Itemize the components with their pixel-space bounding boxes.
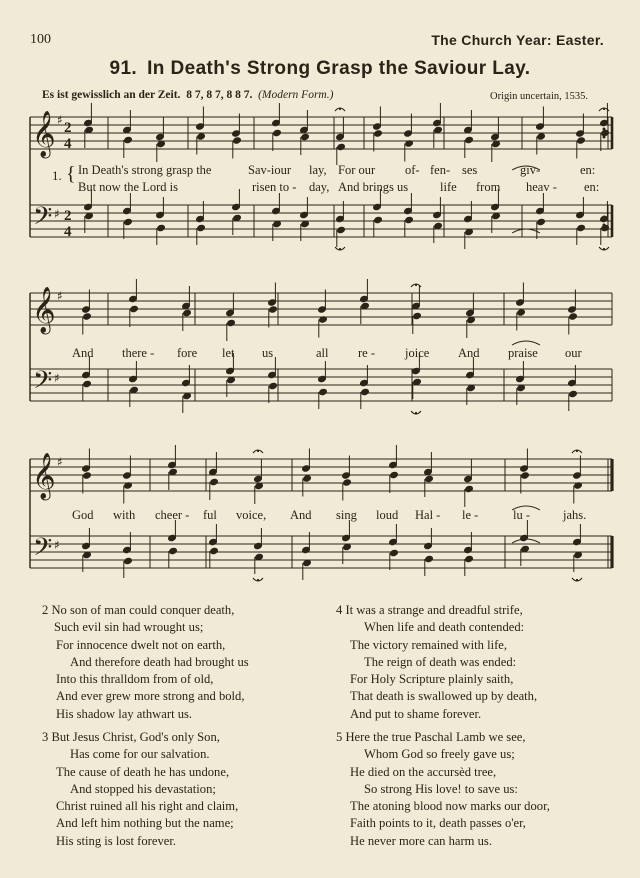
lyric-syllable: giv-: [520, 163, 541, 177]
note-head: [577, 137, 586, 144]
stanza-line: He never more can harm us.: [350, 833, 492, 848]
note-head: [157, 224, 166, 231]
meter: 8 7, 8 7, 8 8 7.: [186, 89, 253, 101]
note-head: [269, 306, 278, 313]
note-head: [130, 305, 139, 312]
lyric-syllable: Hal -: [415, 508, 441, 522]
lyric-syllable: our: [565, 346, 582, 360]
treble-clef: 𝄞: [32, 287, 56, 333]
lyric-syllable: life: [440, 180, 457, 194]
note-head: [301, 133, 310, 140]
note-head: [303, 475, 312, 482]
stanza-line: When life and death contended:: [364, 620, 525, 635]
lyric-syllable: of-: [405, 163, 420, 177]
lyric-syllable: with: [113, 508, 136, 522]
note-head: [337, 226, 346, 233]
fermata-dot: [339, 248, 341, 250]
tune-origin: Origin uncertain, 1535.: [490, 91, 588, 102]
stanza-5: [336, 729, 626, 850]
stanza-number: 5: [336, 730, 343, 744]
stanza-line: He died on the accursèd tree,: [350, 764, 497, 779]
stanza-text: No son of man could conquer death,: [51, 603, 235, 617]
note-head: [425, 475, 434, 482]
fermata-dot: [603, 108, 605, 110]
stanza-4: [336, 602, 626, 723]
tune-note: (Modern Form.): [258, 89, 334, 101]
note-head: [405, 216, 414, 223]
stanza-line: Into this thralldom from of old,: [56, 672, 214, 687]
stanza-number: 2: [42, 603, 49, 617]
note-head: [83, 380, 92, 387]
lyric-syllable: ful: [203, 508, 217, 522]
slur: [512, 229, 540, 233]
stanza-line: [336, 729, 626, 746]
note-head: [319, 388, 328, 395]
lyric-syllable: For our: [338, 163, 376, 177]
fermata-dot: [415, 412, 417, 414]
hymn-title-text: In Death's Strong Grasp the Saviour Lay.: [147, 58, 531, 79]
lyric-syllable: But now the Lord is: [78, 180, 178, 194]
lyric-syllable: praise: [508, 346, 538, 360]
lyric-syllable: from: [476, 180, 501, 194]
lyric-syllable: there -: [122, 346, 155, 360]
note-head: [569, 390, 578, 397]
treble-clef: 𝄞: [32, 111, 56, 157]
note-head: [83, 472, 92, 479]
note-head: [577, 224, 586, 231]
stanza-line: The reign of death was ended:: [364, 654, 517, 669]
lyric-syllable: jahs.: [563, 508, 587, 522]
stanza-line: And left him nothing but the name;: [56, 816, 234, 831]
lyric-syllable: lu -: [513, 508, 531, 522]
note-head: [337, 143, 346, 150]
stanza-line: The victory remained with life,: [350, 637, 508, 652]
note-head: [390, 471, 399, 478]
sharp-sign: ♯: [54, 538, 60, 552]
note-head: [465, 136, 474, 143]
note-head: [124, 557, 133, 564]
fermata-dot: [415, 284, 417, 286]
stanza-line: For Holy Scripture plainly saith,: [350, 672, 514, 687]
fermata-dot: [576, 450, 578, 452]
stanza-line: And therefore death had brought us: [70, 654, 249, 669]
lyric-syllable: day,: [309, 180, 330, 194]
sharp-sign: ♯: [54, 207, 60, 221]
lyric-syllable: joice: [405, 346, 430, 360]
stanza-line: Such evil sin had wrought us;: [54, 620, 204, 635]
fermata-dot: [576, 579, 578, 581]
stanza-line: For innocence dwelt not on earth,: [56, 637, 226, 652]
note-head: [465, 485, 474, 492]
note-head: [124, 136, 133, 143]
stanza-line: [42, 729, 332, 746]
time-signature-top: 2: [64, 208, 72, 224]
lyric-syllable: risen to -: [252, 180, 297, 194]
bass-clef: 𝄢: [33, 366, 53, 401]
fermata-dot: [257, 450, 259, 452]
stanza-line: And stopped his devastation;: [70, 781, 216, 796]
note-head: [569, 313, 578, 320]
lyric-syllable: us: [262, 346, 274, 360]
lyric-syllable: en:: [580, 163, 596, 177]
stanza-line: Christ ruined all his right and claim,: [56, 799, 239, 814]
stanza-line: The cause of death he has undone,: [56, 764, 230, 779]
lyric-syllable: re -: [358, 346, 375, 360]
lyric-syllable: all: [316, 346, 329, 360]
section-heading: The Church Year: Easter.: [431, 32, 604, 48]
note-head: [273, 129, 282, 136]
fermata-dot: [603, 248, 605, 250]
note-head: [210, 478, 219, 485]
stanza-line: His sting is lost forever.: [56, 833, 176, 848]
stanza-number: 4: [336, 603, 343, 617]
stanza-line: [42, 602, 332, 619]
sharp-sign: ♯: [57, 289, 63, 303]
verse-brace-top: {: [66, 163, 76, 185]
stanza-number: 3: [42, 730, 49, 744]
note-head: [361, 388, 370, 395]
slur: [512, 341, 540, 345]
lyric-syllable: In Death's strong grasp the: [78, 163, 212, 177]
stanza-line: So strong His love! to save us:: [364, 781, 518, 796]
lyric-syllable: heav -: [526, 180, 557, 194]
note-head: [374, 216, 383, 223]
stanza-line: Whom God so freely gave us;: [364, 747, 515, 762]
note-head: [425, 555, 434, 562]
bass-clef: 𝄢: [33, 202, 53, 237]
note-head: [227, 319, 236, 326]
stanza-2: [42, 602, 332, 723]
fermata-dot: [257, 579, 259, 581]
note-head: [537, 133, 546, 140]
note-head: [83, 313, 92, 320]
note-head: [210, 547, 219, 554]
lyric-syllable: le -: [462, 508, 479, 522]
note-head: [169, 547, 178, 554]
lyric-syllable: fore: [177, 346, 198, 360]
fermata-dot: [339, 108, 341, 110]
lyric-syllable: And: [72, 346, 94, 360]
hymn-number: 91.: [109, 58, 138, 79]
stanza-text: But Jesus Christ, God's only Son,: [51, 730, 220, 744]
lyric-syllable: God: [72, 508, 94, 522]
stanza-line: The atoning blood now marks our door,: [350, 799, 550, 814]
lyric-syllable: And: [458, 346, 480, 360]
verse-number: 1.: [52, 168, 62, 183]
stanza-line: And put to shame forever.: [350, 706, 482, 721]
stanza-line: [336, 602, 626, 619]
note-head: [517, 309, 526, 316]
treble-clef: 𝄞: [32, 453, 56, 499]
note-head: [183, 309, 192, 316]
note-head: [343, 479, 352, 486]
note-head: [124, 218, 133, 225]
note-head: [390, 549, 399, 556]
page-number: 100: [30, 32, 51, 47]
stanza-3: [42, 729, 332, 850]
note-head: [521, 472, 530, 479]
lyric-syllable: fen-: [430, 163, 451, 177]
tune-name: Es ist gewisslich an der Zeit.: [42, 89, 181, 101]
lyric-syllable: let: [222, 346, 235, 360]
note-head: [537, 218, 546, 225]
note-head: [197, 224, 206, 231]
stanza-text: It was a strange and dreadful strife,: [345, 603, 523, 617]
stanza-line: Has come for our salvation.: [70, 747, 210, 762]
time-signature-bottom: 4: [64, 224, 72, 240]
stanza-line: That death is swallowed up by death,: [350, 689, 538, 704]
stanza-line: Faith points to it, death passes o'er,: [350, 816, 526, 831]
sharp-sign: ♯: [54, 371, 60, 385]
stanza-line: His shadow lay athwart us.: [56, 706, 193, 721]
lyric-syllable: voice,: [236, 508, 267, 522]
lyric-syllable: cheer -: [155, 508, 190, 522]
lyric-syllable: lay,: [309, 163, 327, 177]
note-head: [465, 555, 474, 562]
lyric-syllable: ses: [462, 163, 478, 177]
note-head: [374, 130, 383, 137]
stanza-text: Here the true Paschal Lamb we see,: [345, 730, 526, 744]
stanza-line: And ever grew more strong and bold,: [56, 689, 245, 704]
note-head: [413, 312, 422, 319]
lyric-syllable: Sav-iour: [248, 163, 292, 177]
lyric-syllable: en:: [584, 180, 600, 194]
sharp-sign: ♯: [57, 455, 63, 469]
time-signature-top: 2: [64, 120, 72, 136]
note-head: [197, 133, 206, 140]
note-head: [233, 137, 242, 144]
lyric-syllable: And: [290, 508, 312, 522]
bass-clef: 𝄢: [33, 533, 53, 568]
time-signature-bottom: 4: [64, 136, 72, 152]
lyric-syllable: And brings us: [338, 180, 409, 194]
lyric-syllable: sing: [336, 508, 357, 522]
sharp-sign: ♯: [57, 113, 63, 127]
lyric-syllable: loud: [376, 508, 399, 522]
note-head: [269, 382, 278, 389]
